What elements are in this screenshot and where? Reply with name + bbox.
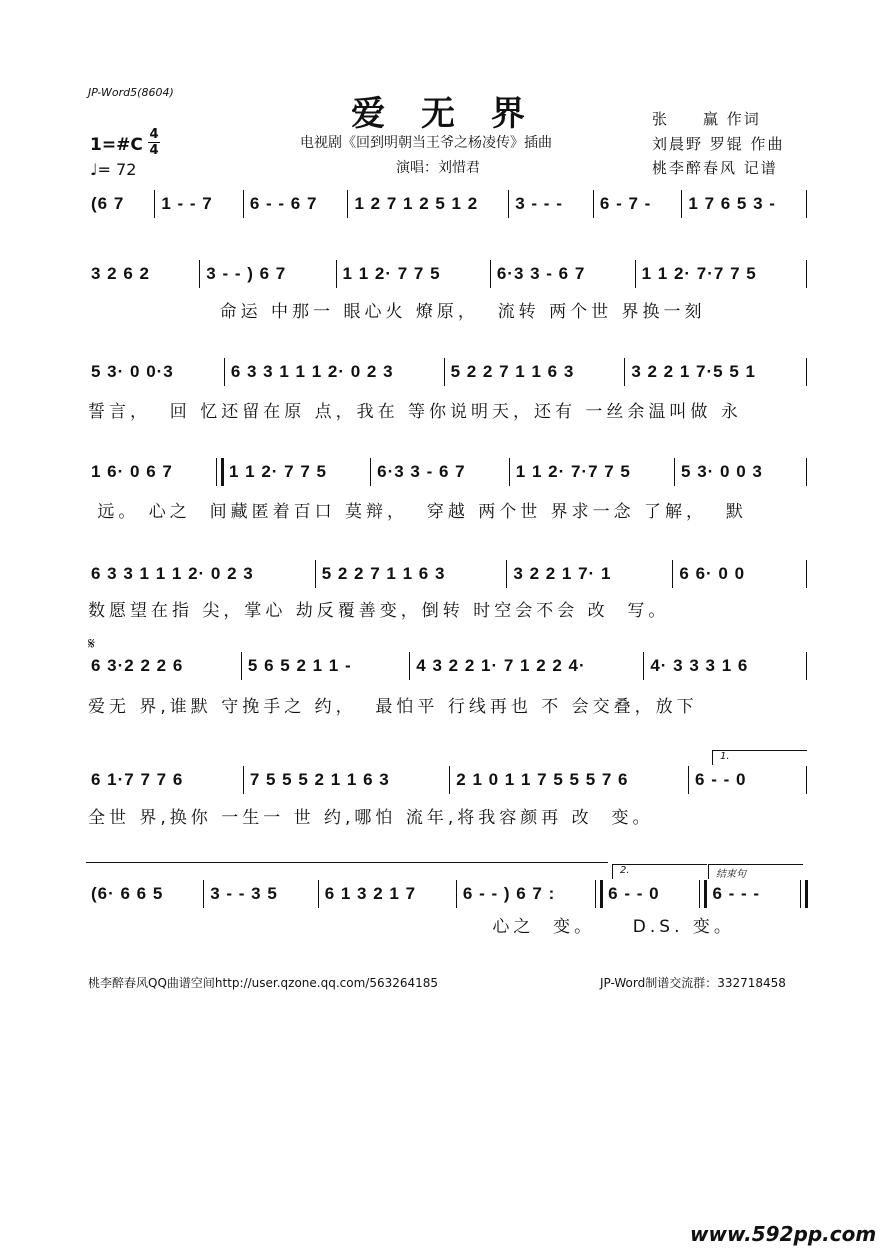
end-barline <box>806 260 808 288</box>
tempo-marking: ♩= 72 <box>90 160 137 179</box>
measure: 5 2 2 7 1 1 6 3 <box>450 362 575 381</box>
measure: 6 3 3 1 1 1 2· 0 2 3 <box>230 362 394 381</box>
song-subtitle: 电视剧《回到明朝当王爷之杨凌传》插曲 <box>300 135 552 151</box>
measure: 3 - - 3 5 <box>210 884 278 903</box>
first-ending-label: 1. <box>720 751 730 762</box>
measure: (6 7 <box>91 194 125 213</box>
measure: (6· 6 6 5 <box>91 884 164 903</box>
measure: 6 - - 6 7 <box>249 194 318 213</box>
barline <box>699 880 707 908</box>
measure: 5 6 5 2 1 1 - <box>247 656 352 675</box>
measure: 1 1 2· 7 7 5 <box>228 462 327 481</box>
measure: 1 1 2· 7·7 7 5 <box>515 462 631 481</box>
measure: 1 7 6 5 3 - <box>688 194 776 213</box>
lyric-line-5: 数愿望在指 尖，掌心 劫反覆善变，倒转 时空会不会 改 写。 <box>88 601 670 621</box>
second-ending-label: 2. <box>620 865 630 876</box>
measure: 6 - - 0 <box>695 770 747 789</box>
footer-group-number: JP-Word制谱交流群：332718458 <box>600 976 786 990</box>
measure: 4 3 2 2 1· 7 1 2 2 4· <box>416 656 586 675</box>
measure: 6 - 7 - <box>599 194 652 213</box>
measure: 6 3 3 1 1 1 2· 0 2 3 <box>91 564 254 583</box>
measure: 6 1·7 7 7 6 <box>91 770 184 789</box>
measure: 6 - - ) 6 7 : <box>462 884 556 903</box>
measure: 3 2 2 1 7·5 5 1 <box>631 362 756 381</box>
measure: 6 1 3 2 1 7 <box>324 884 417 903</box>
measure: 1 - - 7 <box>161 194 213 213</box>
measure: 6·3 3 - 6 7 <box>496 264 586 283</box>
lyric-line-6: 爱无 界,谁默 守挽手之 约， 最怕平 行线再也 不 会交叠，放下 <box>88 697 698 717</box>
staff-row-4 <box>86 458 808 486</box>
measure: 5 2 2 7 1 1 6 3 <box>321 564 446 583</box>
measure: 2 1 0 1 1 7 5 5 5 7 6 <box>456 770 629 789</box>
measure: 1 1 2· 7·7 7 5 <box>641 264 757 283</box>
staff-row-3 <box>86 358 808 386</box>
end-barline <box>806 190 808 218</box>
lyric-line-2: 命运 中那一 眼心火 燎原， 流转 两个世 界换一刻 <box>88 302 706 322</box>
measure: 1 2 7 1 2 5 1 2 <box>354 194 479 213</box>
song-title: 爱 无 界 <box>351 94 537 134</box>
end-barline <box>806 766 808 794</box>
lyric-line-8: 心之 变。 D.S. 变。 <box>88 917 735 937</box>
measure: 6 - - - <box>712 884 761 903</box>
coda-ending-label: 结束句 <box>716 869 746 880</box>
measure: 5 3· 0 0·3 <box>91 362 174 381</box>
lyric-line-4: 远。 心之 间藏匿着百口 莫辩， 穿越 两个世 界求一念 了解， 默 <box>88 502 747 522</box>
staff-row-5 <box>86 560 808 588</box>
staff-row-2 <box>86 260 808 288</box>
time-signature <box>148 128 160 157</box>
software-label: JP-Word5(8604) <box>88 86 174 99</box>
end-barline <box>806 652 808 680</box>
measure: 6 3·2 2 2 6 <box>91 656 184 675</box>
staff-row-7 <box>86 766 808 794</box>
end-barline <box>806 458 808 486</box>
barline <box>595 880 603 908</box>
measure: 3 2 2 1 7· 1 <box>513 564 612 583</box>
composer-credit: 刘晨野 罗锟 作曲 <box>652 135 785 153</box>
measure: 6·3 3 - 6 7 <box>377 462 466 481</box>
lyric-line-7: 全世 界,换你 一生一 世 约,哪怕 流年,将我容颜再 改 变。 <box>88 808 654 828</box>
measure: 1 6· 0 6 7 <box>91 462 173 481</box>
barline <box>216 458 224 486</box>
measure: 3 - - - <box>515 194 563 213</box>
segno-sign: 𝄋 <box>88 634 95 653</box>
staff-row-6 <box>86 652 808 680</box>
end-barline <box>800 880 808 908</box>
staff-row-8 <box>86 880 808 908</box>
site-watermark: www.592pp.com <box>690 1222 877 1246</box>
measure: 6 - - 0 <box>608 884 660 903</box>
measure: 1 1 2· 7 7 5 <box>342 264 441 283</box>
time-signature-bottom: 4 <box>149 143 159 158</box>
measure: 7 5 5 5 2 1 1 6 3 <box>249 770 390 789</box>
lyricist-credit: 张 赢 作词 <box>652 110 761 128</box>
end-barline <box>806 358 808 386</box>
intro-bracket-line <box>86 862 608 863</box>
key-signature: 1=#C <box>90 135 143 155</box>
measure: 3 2 6 2 <box>91 264 150 283</box>
measure: 4· 3 3 3 1 6 <box>650 656 749 675</box>
measure: 5 3· 0 0 3 <box>681 462 763 481</box>
staff-row-1 <box>86 190 808 218</box>
singer-credit: 演唱：刘惜君 <box>396 160 480 176</box>
footer-qzone-link: 桃李醉春风QQ曲谱空间http://user.qzone.qq.com/563264185 <box>88 976 439 990</box>
lyric-line-3: 誓言， 回 忆还留在原 点，我在 等你说明天，还有 一丝余温叫做 永 <box>88 402 742 422</box>
end-barline <box>806 560 808 588</box>
time-signature-top: 4 <box>149 127 159 142</box>
measure: 3 - - ) 6 7 <box>206 264 287 283</box>
measure: 6 6· 0 0 <box>679 564 746 583</box>
transcriber-credit: 桃李醉春风 记谱 <box>652 159 778 177</box>
